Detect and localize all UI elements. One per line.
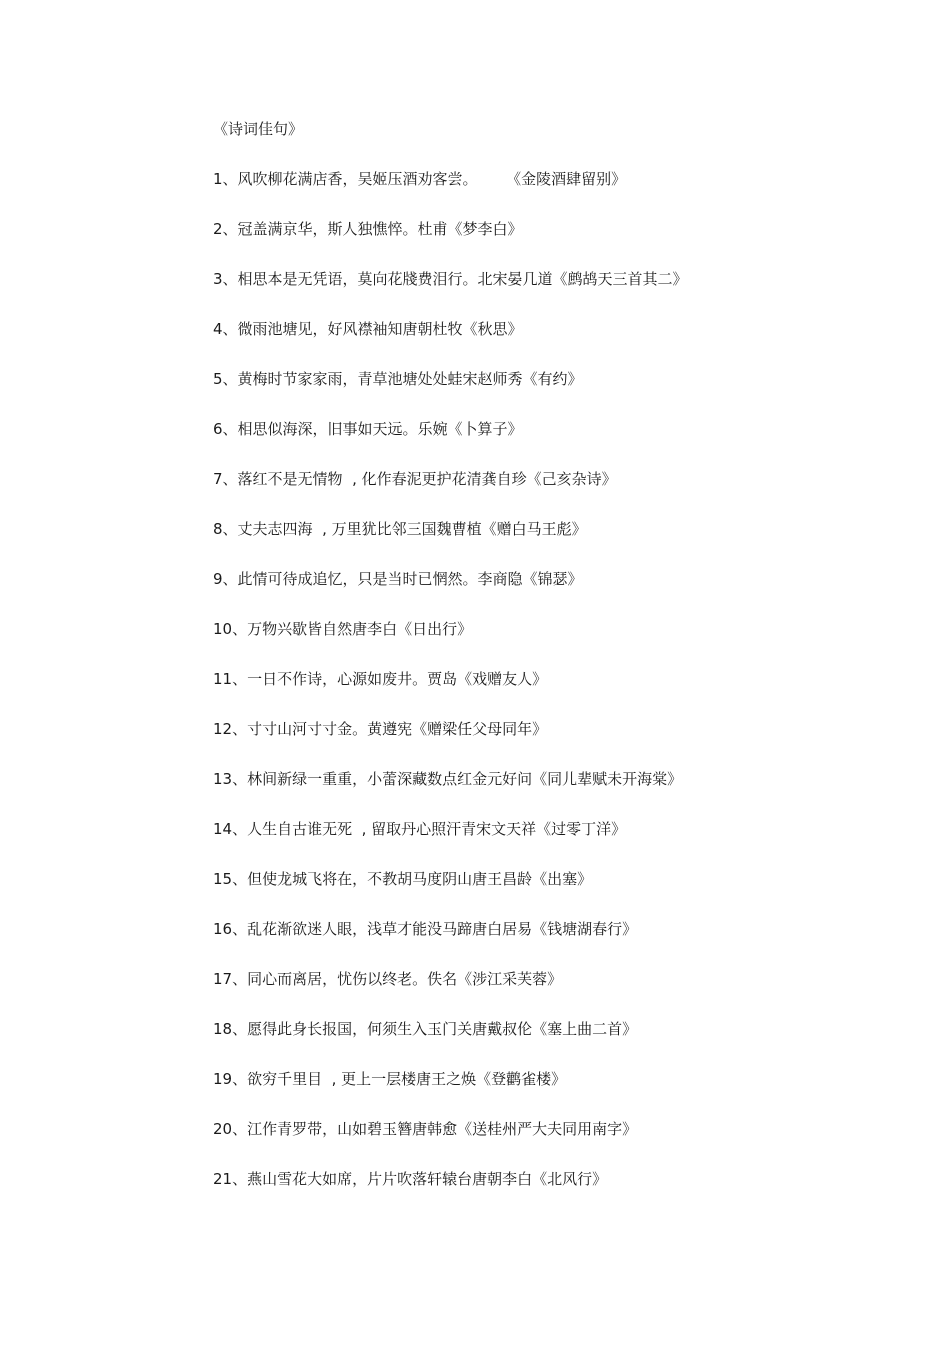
item-number: 5、 <box>213 370 238 388</box>
item-number: 14、 <box>213 820 248 838</box>
item-text: 江作青罗带，山如碧玉簪唐韩愈《送桂州严大夫同用南字》 <box>247 1120 638 1138</box>
item-text: 寸寸山河寸寸金。黄遵宪《赠梁任父母同年》 <box>247 720 548 738</box>
list-item <box>213 919 688 969</box>
item-text: 微雨池塘见，好风襟袖知唐朝杜牧《秋思》 <box>237 320 523 338</box>
item-text: 落红不是无情物 , 化作春泥更护花清龚自珍《己亥杂诗》 <box>237 470 617 488</box>
list-item <box>213 619 688 669</box>
item-text: 黄梅时节家家雨，青草池塘处处蛙宋赵师秀《有约》 <box>237 370 583 388</box>
item-text: 相思本是无凭语，莫向花牋费泪行。北宋晏几道《鹧鸪天三首其二》 <box>237 270 688 288</box>
item-text: 丈夫志四海 , 万里犹比邻三国魏曹植《赠白马王彪》 <box>237 520 587 538</box>
list-item <box>213 869 688 919</box>
list-item <box>213 219 688 269</box>
item-number: 10、 <box>213 620 248 638</box>
list-item <box>213 1119 688 1169</box>
item-number: 15、 <box>213 870 248 888</box>
item-number: 2、 <box>213 220 238 238</box>
item-number: 6、 <box>213 420 238 438</box>
list-item <box>213 719 688 769</box>
item-number: 18、 <box>213 1020 248 1038</box>
item-text: 相思似海深，旧事如天远。乐婉《卜算子》 <box>237 420 523 438</box>
list-item <box>213 519 688 569</box>
list-item <box>213 1169 688 1219</box>
item-text: 人生自古谁无死 , 留取丹心照汗青宋文天祥《过零丁洋》 <box>247 820 627 838</box>
item-number: 19、 <box>213 1070 248 1088</box>
item-text: 欲穷千里目 , 更上一层楼唐王之焕《登鹳雀楼》 <box>247 1070 567 1088</box>
list-item <box>213 1019 688 1069</box>
item-text: 同心而离居，忧伤以终老。佚名《涉江采芙蓉》 <box>247 970 563 988</box>
item-text: 万物兴歇皆自然唐李白《日出行》 <box>247 620 473 638</box>
list-item <box>213 469 688 519</box>
list-item <box>213 669 688 719</box>
item-number: 17、 <box>213 970 248 988</box>
item-text: 风吹柳花满店香，吴姬压酒劝客尝。 《金陵酒肆留别》 <box>237 170 627 188</box>
list-item <box>213 269 688 319</box>
item-text: 但使龙城飞将在，不教胡马度阴山唐王昌龄《出塞》 <box>247 870 593 888</box>
item-text: 乱花渐欲迷人眼，浅草才能没马蹄唐白居易《钱塘湖春行》 <box>247 920 638 938</box>
item-text: 林间新绿一重重，小蕾深藏数点红金元好问《同儿辈赋未开海棠》 <box>247 770 683 788</box>
item-number: 20、 <box>213 1120 248 1138</box>
item-text: 此情可待成追忆，只是当时已惘然。李商隐《锦瑟》 <box>237 570 583 588</box>
list-item <box>213 169 688 219</box>
item-number: 11、 <box>213 670 248 688</box>
item-number: 1、 <box>213 170 238 188</box>
list-item <box>213 819 688 869</box>
item-number: 3、 <box>213 270 238 288</box>
item-number: 16、 <box>213 920 248 938</box>
item-text: 一日不作诗，心源如废井。贾岛《戏赠友人》 <box>247 670 548 688</box>
document-title: 《诗词佳句》 <box>213 120 304 138</box>
item-text: 冠盖满京华，斯人独憔悴。杜甫《梦李白》 <box>237 220 523 238</box>
item-number: 21、 <box>213 1170 248 1188</box>
list-item <box>213 769 688 819</box>
list-item <box>213 569 688 619</box>
item-number: 7、 <box>213 470 238 488</box>
list-item <box>213 969 688 1019</box>
item-text: 燕山雪花大如席，片片吹落轩辕台唐朝李白《北风行》 <box>247 1170 608 1188</box>
item-number: 12、 <box>213 720 248 738</box>
item-number: 13、 <box>213 770 248 788</box>
list-item <box>213 369 688 419</box>
item-number: 9、 <box>213 570 238 588</box>
item-number: 4、 <box>213 320 238 338</box>
list-item <box>213 419 688 469</box>
list-item <box>213 1069 688 1119</box>
list-item <box>213 319 688 369</box>
item-number: 8、 <box>213 520 238 538</box>
item-text: 愿得此身长报国，何须生入玉门关唐戴叔伦《塞上曲二首》 <box>247 1020 638 1038</box>
verse-list <box>213 169 688 1219</box>
